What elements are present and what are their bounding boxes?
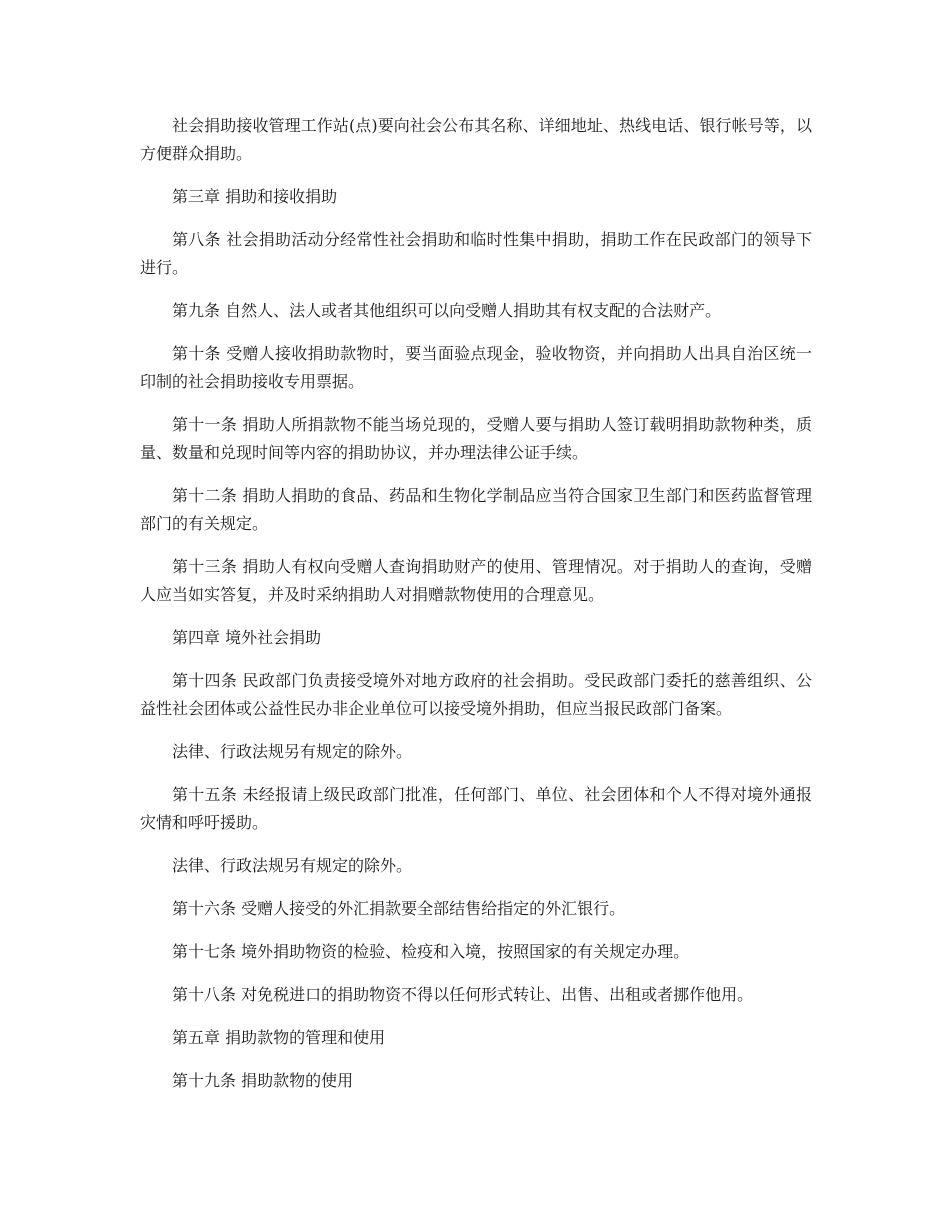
document-body [140, 112, 812, 1110]
article-17: 第十七条 境外捐助物资的检验、检疫和入境，按照国家的有关规定办理。 [172, 942, 690, 961]
article-8: 第八条 社会捐助活动分经常性社会捐助和临时性集中捐助，捐助工作在民政部门的领导下进行。 [140, 230, 812, 277]
chapter-5-heading: 第五章 捐助款物的管理和使用 [172, 1028, 386, 1047]
article-10: 第十条 受赠人接收捐助款物时，要当面验点现金，验收物资，并向捐助人出具自治区统一印制的社会捐助接收专用票据。 [140, 344, 812, 391]
chapter-4-heading: 第四章 境外社会捐助 [172, 628, 322, 647]
article-16: 第十六条 受赠人接受的外汇捐款要全部结售给指定的外汇银行。 [172, 899, 626, 918]
article-14-exception: 法律、行政法规另有规定的除外。 [172, 742, 413, 761]
article-14: 第十四条 民政部门负责接受境外对地方政府的社会捐助。受民政部门委托的慈善组织、公益性社会团体或公益性民办非企业单位可以接受境外捐助，但应当报民政部门备案。 [140, 671, 812, 718]
article-11: 第十一条 捐助人所捐款物不能当场兑现的，受赠人要与捐助人签订载明捐助款物种类，质量、数量和兑现时间等内容的捐助协议，并办理法律公证手续。 [140, 415, 812, 462]
article-13: 第十三条 捐助人有权向受赠人查询捐助财产的使用、管理情况。对于捐助人的查询，受赠人应当如实答复，并及时采纳捐助人对捐赠款物使用的合理意见。 [140, 557, 812, 604]
article-19: 第十九条 捐助款物的使用 [172, 1071, 354, 1090]
chapter-3-heading: 第三章 捐助和接收捐助 [172, 187, 338, 206]
article-15: 第十五条 未经报请上级民政部门批准，任何部门、单位、社会团体和个人不得对境外通报灾情和呼吁援助。 [140, 785, 812, 832]
article-18: 第十八条 对免税进口的捐助物资不得以任何形式转让、出售、出租或者挪作他用。 [172, 985, 754, 1004]
article-12: 第十二条 捐助人捐助的食品、药品和生物化学制品应当符合国家卫生部门和医药监督管理部门的有关规定。 [140, 486, 812, 533]
article-9: 第九条 自然人、法人或者其他组织可以向受赠人捐助其有权支配的合法财产。 [172, 301, 722, 320]
paragraph-workstation-notice: 社会捐助接收管理工作站(点)要向社会公布其名称、详细地址、热线电话、银行帐号等，以方便群众捐助。 [140, 116, 812, 163]
article-15-exception: 法律、行政法规另有规定的除外。 [172, 856, 413, 875]
